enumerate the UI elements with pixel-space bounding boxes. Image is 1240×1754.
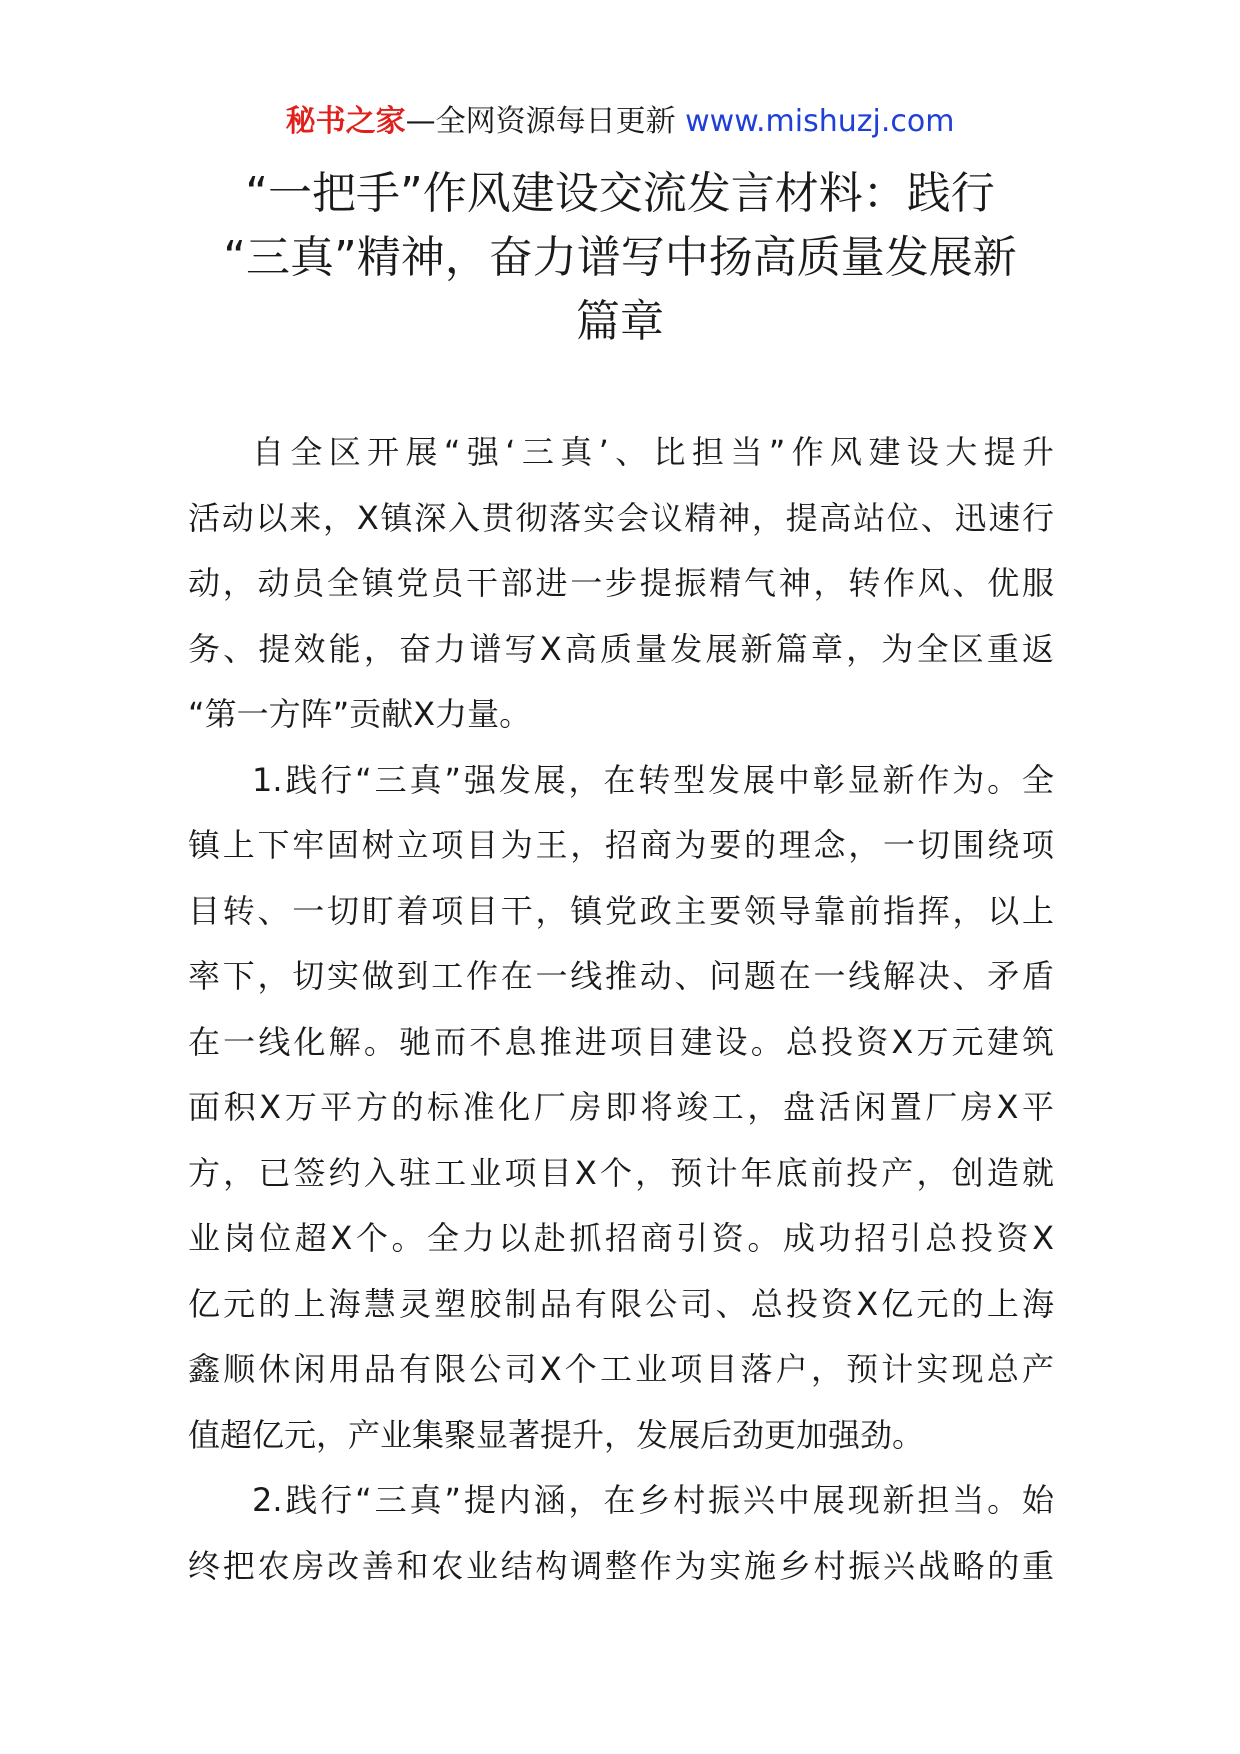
document-title xyxy=(175,162,1065,354)
document-body xyxy=(188,420,1054,1599)
text-line: 活动以来，X镇深入贯彻落实会议精神，提高站位、迅速行 xyxy=(188,498,1054,537)
text-line: 率下，切实做到工作在一线推动、问题在一线解决、矛盾 xyxy=(188,957,1054,995)
brand-name: 秘书之家 xyxy=(285,104,406,139)
text-line: 业岗位超X个。全力以赴抓招商引资。成功招引总投资X xyxy=(188,1219,1054,1257)
text-line: 1.践行“三真”强发展，在转型发展中彰显新作为。全 xyxy=(252,760,1054,799)
text-line: 动，动员全镇党员干部进一步提振精气神，转作风、优服 xyxy=(188,564,1054,602)
text-line: 值超亿元，产业集聚显著提升，发展后劲更加强劲。 xyxy=(188,1415,925,1454)
text-line: 面积X万平方的标准化厂房即将竣工，盘活闲置厂房X平 xyxy=(188,1088,1054,1126)
text-line: 自全区开展“强‘三真’、比担当”作风建设大提升 xyxy=(252,433,1054,471)
title-line: “一把手”作风建设交流发言材料：践行 xyxy=(245,168,995,219)
text-line: “第一方阵”贡献X力量。 xyxy=(188,695,532,733)
title-line: 篇章 xyxy=(576,296,664,347)
text-line: 镇上下牢固树立项目为王，招商为要的理念，一切围绕项 xyxy=(188,826,1054,864)
site-header xyxy=(0,100,1240,144)
text-line: 2.践行“三真”提内涵，在乡村振兴中展现新担当。始 xyxy=(252,1481,1054,1519)
text-line: 目转、一切盯着项目干，镇党政主要领导靠前指挥，以上 xyxy=(188,891,1054,930)
text-line: 方，已签约入驻工业项目X个，预计年底前投产，创造就 xyxy=(188,1153,1054,1192)
text-line: 在一线化解。驰而不息推进项目建设。总投资X万元建筑 xyxy=(188,1022,1054,1061)
text-line: 亿元的上海慧灵塑胶制品有限公司、总投资X亿元的上海 xyxy=(188,1284,1054,1323)
header-tagline: —全网资源每日更新 xyxy=(405,104,676,139)
title-line: “三真”精神，奋力谱写中扬高质量发展新 xyxy=(223,232,1017,283)
paragraph-section-2 xyxy=(188,1468,1054,1599)
text-line: 终把农房改善和农业结构调整作为实施乡村振兴战略的重 xyxy=(188,1546,1054,1585)
text-line: 鑫顺休闲用品有限公司X个工业项目落户，预计实现总产 xyxy=(188,1350,1054,1388)
paragraph-section-1 xyxy=(188,748,1054,1469)
paragraph-intro xyxy=(188,420,1054,748)
text-line: 务、提效能，奋力谱写X高质量发展新篇章，为全区重返 xyxy=(188,629,1054,668)
site-url-link[interactable]: www.mishuzj.com xyxy=(685,104,955,139)
